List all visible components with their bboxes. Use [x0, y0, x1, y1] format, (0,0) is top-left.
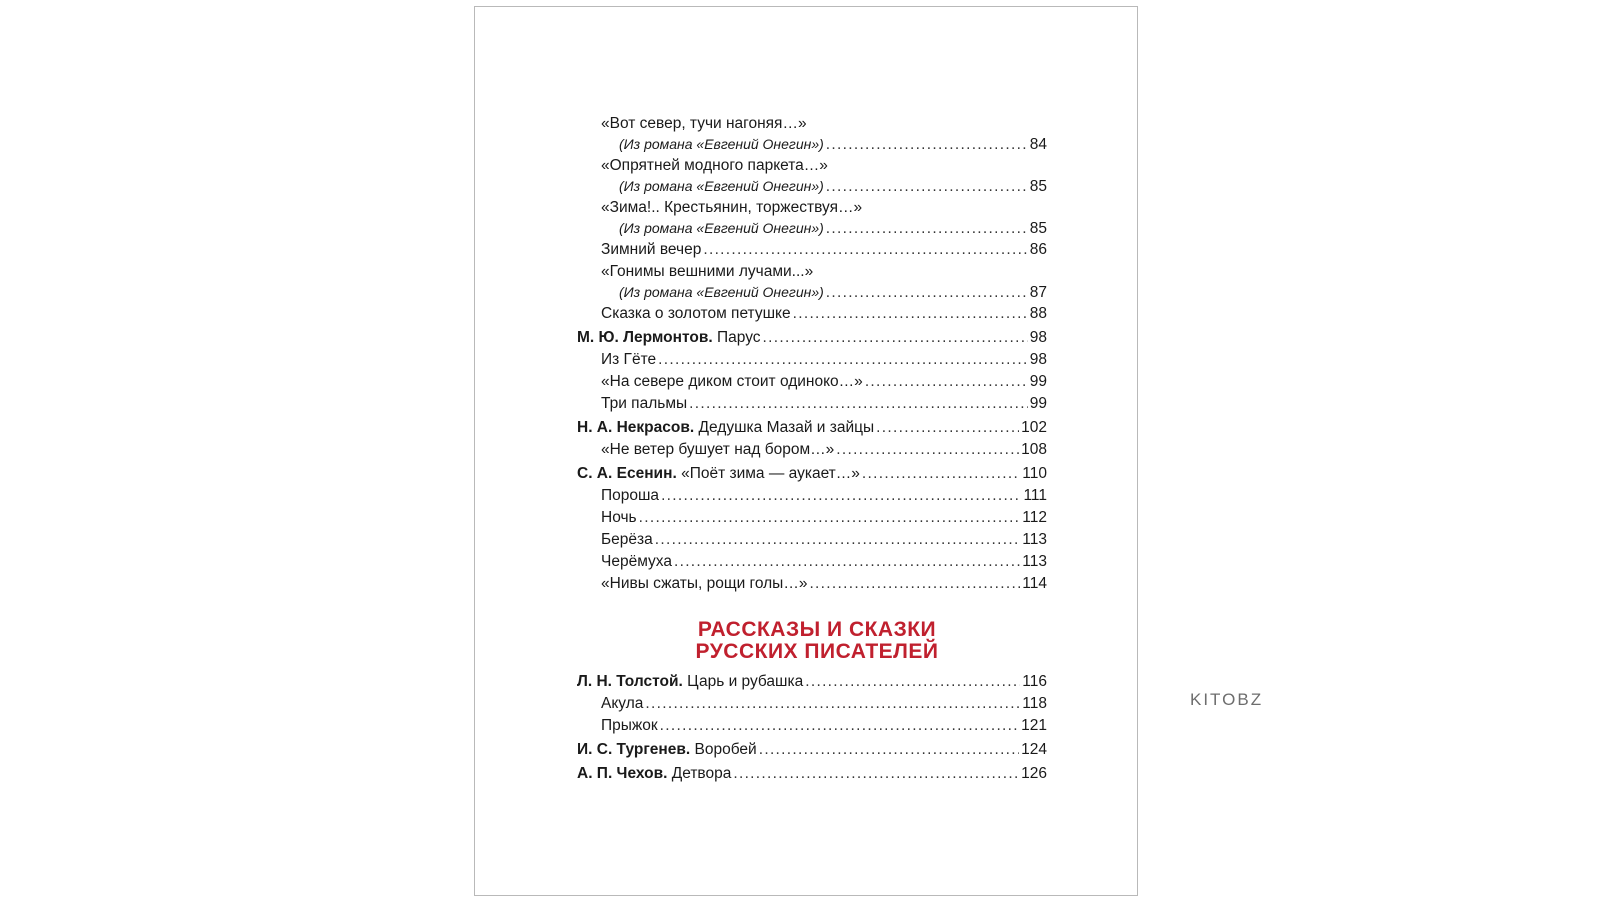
toc-entry-author: И. С. Тургенев.	[577, 741, 691, 758]
toc-entry-label: Парус	[716, 329, 761, 346]
toc-entry	[577, 487, 1047, 509]
toc-page-number: 87	[1029, 284, 1047, 301]
toc-entry	[577, 178, 1047, 199]
toc-entry	[577, 741, 1047, 763]
toc-entry-title	[601, 373, 863, 391]
toc-page-number: 118	[1022, 695, 1047, 712]
toc-entry-title	[577, 673, 803, 691]
toc-entry-label: Прыжок	[601, 717, 658, 734]
toc-entry	[577, 465, 1047, 487]
toc-entry-title	[619, 284, 824, 300]
toc-entry	[577, 673, 1047, 695]
toc-entry	[577, 220, 1047, 241]
toc-page-number: 85	[1029, 178, 1047, 195]
toc-page-number: 126	[1021, 765, 1047, 782]
toc-entry	[577, 395, 1047, 417]
toc-dot-leader	[865, 373, 1028, 391]
toc-dot-leader	[661, 487, 1021, 505]
toc-entry-label: «На севере диком стоит одиноко…»	[601, 373, 863, 390]
toc-entry-title	[577, 765, 731, 783]
toc-page-number: 112	[1022, 509, 1047, 526]
toc-entry-label: «Опрятней модного паркета…»	[601, 157, 828, 174]
toc-page-number: 111	[1023, 487, 1047, 504]
toc-entry-label: «Зима!.. Крестьянин, торжествуя…»	[601, 199, 863, 216]
toc-dot-leader	[826, 136, 1028, 154]
toc-entry-title	[601, 717, 658, 735]
toc-part-stories	[577, 673, 1047, 787]
toc-dot-leader	[826, 178, 1028, 196]
toc-entry-label: Детвора	[671, 765, 732, 782]
toc-page-number: 88	[1029, 305, 1047, 322]
section-title-line-1: РАССКАЗЫ И СКАЗКИ	[697, 618, 937, 641]
toc-entry-label: «Поёт зима — аукает…»	[681, 465, 860, 482]
toc-page-number: 102	[1021, 419, 1047, 436]
toc-dot-leader	[805, 673, 1020, 691]
toc-entry-label: «Гонимы вешними лучами...»	[601, 263, 814, 280]
toc-dot-leader	[826, 220, 1028, 238]
toc-entry	[577, 157, 1047, 178]
toc-entry-label: (Из романа «Евгений Онегин»)	[619, 284, 824, 300]
toc-entry-label: Ночь	[601, 509, 637, 526]
toc-entry-label: Дедушка Мазай и зайцы	[698, 419, 875, 436]
toc-page-number: 116	[1022, 673, 1047, 690]
toc-dot-leader	[733, 765, 1019, 783]
toc-entry-title	[601, 509, 637, 527]
toc-dot-leader	[660, 717, 1019, 735]
toc-entry	[577, 305, 1047, 327]
toc-entry	[577, 136, 1047, 157]
toc-entry-title	[601, 115, 807, 133]
toc-entry-title	[601, 695, 643, 713]
toc-entry-title	[577, 741, 757, 759]
toc-entry-title	[601, 531, 653, 549]
toc-entry-label: Акула	[601, 695, 644, 712]
toc-entry-author: М. Ю. Лермонтов.	[577, 329, 713, 346]
toc-page-number: 99	[1029, 395, 1047, 412]
toc-dot-leader	[876, 419, 1019, 437]
toc-entry-title	[577, 465, 860, 483]
toc-entry	[577, 199, 1047, 220]
toc-entry	[577, 765, 1047, 787]
toc-entry-title	[601, 395, 687, 413]
toc-dot-leader	[836, 441, 1019, 459]
toc-entry-title	[619, 136, 824, 152]
toc-entry-title	[601, 487, 659, 505]
toc-entry	[577, 241, 1047, 263]
toc-dot-leader	[809, 575, 1020, 593]
toc-entry-label: (Из романа «Евгений Онегин»)	[619, 136, 824, 152]
toc-entry-title	[601, 157, 828, 175]
toc-dot-leader	[703, 241, 1027, 259]
toc-entry-title	[601, 199, 862, 217]
toc-dot-leader	[763, 329, 1028, 347]
toc-entry-label: Черёмуха	[601, 553, 672, 570]
toc-dot-leader	[759, 741, 1019, 759]
toc-entry-label: Зимний вечер	[601, 241, 702, 258]
toc-entry-title	[619, 178, 824, 194]
toc-page-number: 114	[1022, 575, 1047, 592]
toc-page-number: 84	[1029, 136, 1047, 153]
toc-entry	[577, 329, 1047, 351]
toc-dot-leader	[645, 695, 1020, 713]
toc-entry-label: «Вот север, тучи нагоняя…»	[601, 115, 807, 132]
toc-dot-leader	[655, 531, 1021, 549]
toc-page-number: 113	[1022, 553, 1047, 570]
toc-dot-leader	[639, 509, 1021, 527]
toc-page-number: 108	[1021, 441, 1047, 458]
toc-entry-label: (Из романа «Евгений Онегин»)	[619, 220, 824, 236]
toc-page-number: 124	[1021, 741, 1047, 758]
toc-entry-author: А. П. Чехов.	[577, 765, 668, 782]
toc-entry	[577, 351, 1047, 373]
toc-page-number: 98	[1029, 351, 1047, 368]
section-title-line-2: РУССКИХ ПИСАТЕЛЕЙ	[695, 640, 939, 663]
toc-entry	[577, 419, 1047, 441]
toc-page-number: 121	[1021, 717, 1047, 734]
toc-entry	[577, 575, 1047, 597]
toc-entry	[577, 284, 1047, 305]
table-of-contents	[577, 115, 1047, 787]
toc-entry-title	[601, 553, 672, 571]
toc-entry-label: Берёза	[601, 531, 653, 548]
toc-entry	[577, 441, 1047, 463]
toc-page-number: 85	[1029, 220, 1047, 237]
toc-dot-leader	[862, 465, 1020, 483]
toc-entry-title	[601, 263, 813, 281]
toc-page-number: 110	[1022, 465, 1047, 482]
toc-entry-title	[601, 441, 834, 459]
toc-entry	[577, 115, 1047, 136]
toc-entry-title	[601, 241, 701, 259]
toc-entry-title	[601, 575, 807, 593]
toc-entry-label: Три пальмы	[601, 395, 688, 412]
toc-entry	[577, 695, 1047, 717]
toc-entry-label: «Не ветер бушует над бором…»	[601, 441, 835, 458]
toc-entry-label: Из Гёте	[601, 351, 657, 368]
toc-entry-title	[577, 419, 874, 437]
toc-part-poems	[577, 115, 1047, 597]
book-page	[474, 6, 1138, 896]
toc-page-number: 86	[1029, 241, 1047, 258]
toc-dot-leader	[689, 395, 1028, 413]
toc-entry-label: (Из романа «Евгений Онегин»)	[619, 178, 824, 194]
toc-entry	[577, 553, 1047, 575]
toc-entry-author: Л. Н. Толстой.	[577, 673, 683, 690]
toc-entry-label: «Нивы сжаты, рощи голы…»	[601, 575, 808, 592]
toc-entry-label: Царь и рубашка	[687, 673, 804, 690]
toc-dot-leader	[674, 553, 1020, 571]
toc-entry-label: Воробей	[694, 741, 757, 758]
toc-entry-label: Пороша	[601, 487, 660, 504]
toc-entry-title	[619, 220, 824, 236]
toc-page-number: 99	[1029, 373, 1047, 390]
toc-entry	[577, 509, 1047, 531]
toc-entry-author: С. А. Есенин.	[577, 465, 677, 482]
section-title	[577, 619, 1047, 663]
toc-entry-title	[601, 305, 791, 323]
toc-entry-title	[577, 329, 761, 347]
toc-entry	[577, 531, 1047, 553]
toc-dot-leader	[658, 351, 1028, 369]
toc-dot-leader	[826, 284, 1028, 302]
toc-entry-label: Сказка о золотом петушке	[601, 305, 791, 322]
toc-page-number: 113	[1022, 531, 1047, 548]
toc-entry	[577, 373, 1047, 395]
toc-dot-leader	[793, 305, 1028, 323]
toc-entry	[577, 717, 1047, 739]
toc-entry-author: Н. А. Некрасов.	[577, 419, 695, 436]
toc-entry-title	[601, 351, 656, 369]
kitobz-watermark-logo: KITOBZ	[1190, 690, 1264, 709]
toc-page-number: 98	[1029, 329, 1047, 346]
toc-entry	[577, 263, 1047, 284]
